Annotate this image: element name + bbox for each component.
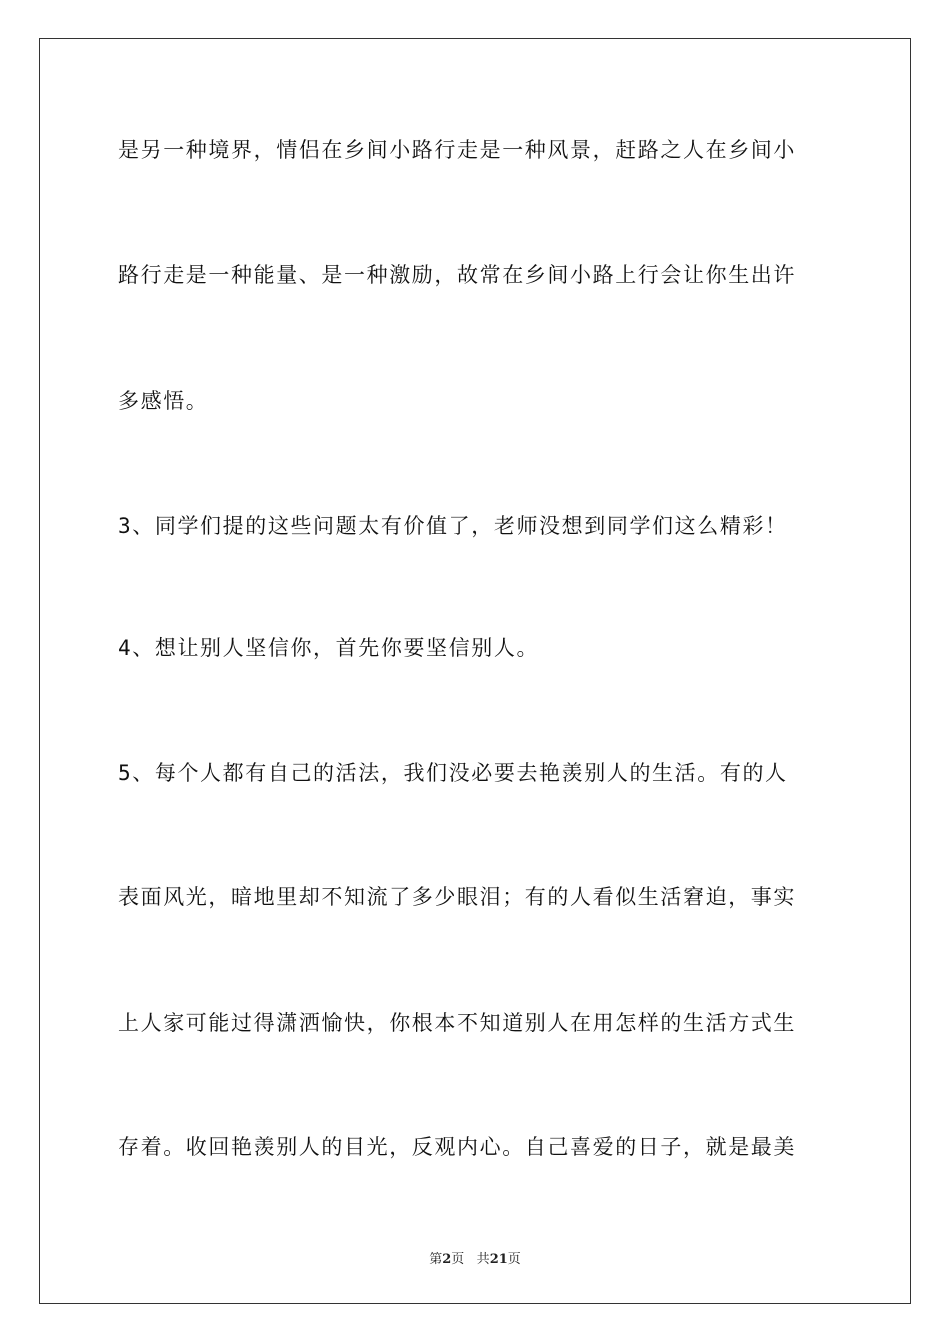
text-line-1: 是另一种境界，情侣在乡间小路行走是一种风景，赶路之人在乡间小 [118, 138, 796, 162]
text-line-2: 路行走是一种能量、是一种激励，故常在乡间小路上行会让你生出许 [118, 263, 796, 287]
item-5-line-1: 5、每个人都有自己的活法，我们没必要去艳羡别人的生活。有的人 [118, 761, 788, 785]
item-5-line-2: 表面风光，暗地里却不知流了多少眼泪；有的人看似生活窘迫，事实 [118, 885, 796, 909]
total-prefix: 共 [476, 1252, 490, 1267]
item-5-line-4: 存着。收回艳羡别人的目光，反观内心。自己喜爱的日子，就是最美 [118, 1135, 796, 1159]
page-border [39, 38, 911, 1304]
item-4-line-1: 4、想让别人坚信你，首先你要坚信别人。 [118, 636, 540, 660]
total-suffix: 页 [507, 1252, 521, 1267]
total-pages: 21 [489, 1252, 508, 1267]
item-3-line-1: 3、同学们提的这些问题太有价值了，老师没想到同学们这么精彩！ [118, 514, 788, 538]
page-prefix: 第 [429, 1252, 443, 1267]
page-suffix: 页 [451, 1252, 465, 1267]
page-footer [0, 1248, 950, 1267]
text-line-3: 多感悟。 [118, 389, 209, 413]
item-5-line-3: 上人家可能过得潇洒愉快，你根本不知道别人在用怎样的生活方式生 [118, 1011, 796, 1035]
page-number: 2 [442, 1252, 452, 1267]
